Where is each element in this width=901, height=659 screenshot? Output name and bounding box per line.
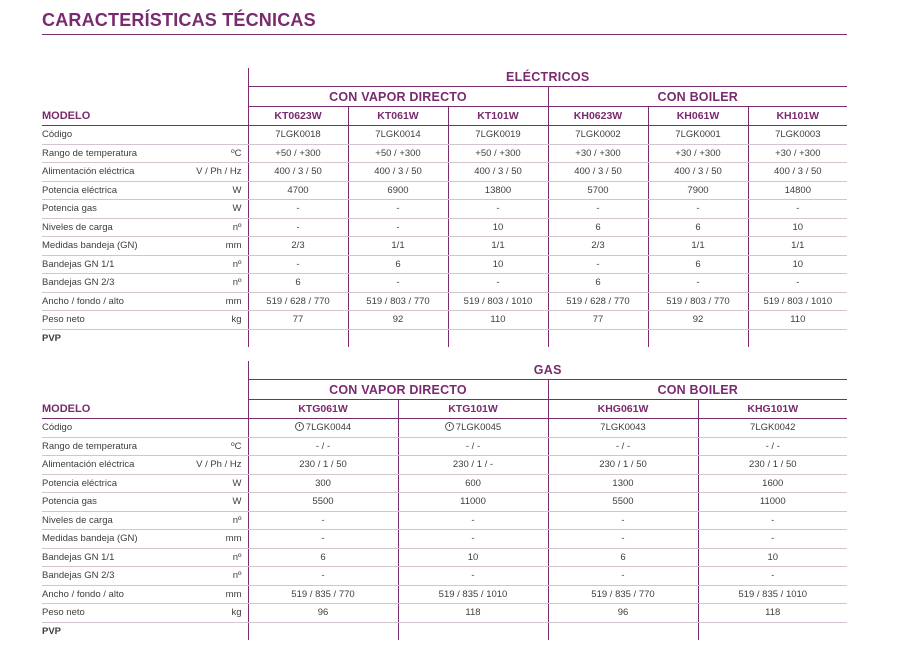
table-cell: 519 / 803 / 770	[648, 292, 748, 311]
row-unit: mm	[192, 292, 248, 311]
model-name: KTG061W	[248, 400, 398, 419]
table-cell: +50 / +300	[448, 144, 548, 163]
table-cell: 118	[398, 604, 548, 623]
row-label: Potencia gas	[42, 493, 192, 512]
row-label: Ancho / fondo / alto	[42, 585, 192, 604]
table-cell: 300	[248, 474, 398, 493]
group-header-gas: GAS	[248, 361, 847, 380]
subheader-con-boiler: CON BOILER	[548, 87, 847, 107]
table-cell: 10	[748, 218, 847, 237]
table-cell: 7LGK0002	[548, 126, 648, 145]
table-cell: -	[648, 274, 748, 293]
row-label: Medidas bandeja (GN)	[42, 530, 192, 549]
table-cell: -	[748, 200, 847, 219]
table-row	[42, 126, 847, 145]
table-cell: -	[548, 511, 698, 530]
table-row	[42, 274, 847, 293]
gas-spec-table	[42, 361, 847, 640]
table-cell: 77	[248, 311, 348, 330]
table-row	[42, 585, 847, 604]
table-cell: 7900	[648, 181, 748, 200]
table-cell: 10	[448, 255, 548, 274]
table-cell: -	[698, 511, 847, 530]
table-cell: -	[348, 274, 448, 293]
table-cell: 400 / 3 / 50	[448, 163, 548, 182]
table-cell: 6	[548, 218, 648, 237]
table-cell	[548, 329, 648, 347]
model-label: MODELO	[42, 400, 192, 419]
code-cell: 7LGK0042	[698, 419, 847, 438]
table-cell: 6	[648, 255, 748, 274]
table-cell: -	[548, 200, 648, 219]
table-cell: -	[448, 200, 548, 219]
row-label: Rango de temperatura	[42, 144, 192, 163]
row-unit: W	[192, 181, 248, 200]
table-cell: 6	[548, 548, 698, 567]
table-cell: 1300	[548, 474, 698, 493]
table-cell: -	[698, 567, 847, 586]
table-cell	[248, 329, 348, 347]
table-row	[42, 622, 847, 640]
table-row	[42, 604, 847, 623]
clock-icon	[295, 422, 304, 431]
model-name: KTG101W	[398, 400, 548, 419]
title-divider	[42, 34, 847, 35]
row-label: Medidas bandeja (GN)	[42, 237, 192, 256]
row-unit: V / Ph / Hz	[192, 456, 248, 475]
table-cell: 519 / 803 / 770	[348, 292, 448, 311]
table-cell: -	[548, 255, 648, 274]
model-name: KHG061W	[548, 400, 698, 419]
table-cell: 11000	[698, 493, 847, 512]
table-cell: 77	[548, 311, 648, 330]
table-cell: 7LGK0001	[648, 126, 748, 145]
model-name: KT061W	[348, 107, 448, 126]
row-unit	[192, 622, 248, 640]
table-cell: 400 / 3 / 50	[548, 163, 648, 182]
table-cell: -	[748, 274, 847, 293]
table-cell: -	[548, 530, 698, 549]
row-label: PVP	[42, 625, 62, 637]
model-name: KT0623W	[248, 107, 348, 126]
table-cell: 6900	[348, 181, 448, 200]
table-cell: 400 / 3 / 50	[348, 163, 448, 182]
table-cell: -	[248, 530, 398, 549]
model-name: KH0623W	[548, 107, 648, 126]
model-name: KH101W	[748, 107, 847, 126]
row-label: PVP	[42, 332, 62, 344]
table-cell: -	[398, 567, 548, 586]
table-cell: -	[648, 200, 748, 219]
row-unit: nº	[192, 218, 248, 237]
table-row	[42, 548, 847, 567]
table-cell: 110	[448, 311, 548, 330]
table-row	[42, 163, 847, 182]
table-cell: -	[248, 218, 348, 237]
table-cell	[698, 622, 847, 640]
table-cell: +30 / +300	[548, 144, 648, 163]
table-cell: - / -	[698, 437, 847, 456]
row-label: Alimentación eléctrica	[42, 456, 192, 475]
table-row	[42, 311, 847, 330]
table-cell: -	[448, 274, 548, 293]
table-cell: 519 / 835 / 770	[548, 585, 698, 604]
table-cell: 92	[648, 311, 748, 330]
table-cell: 400 / 3 / 50	[248, 163, 348, 182]
table-cell: -	[398, 511, 548, 530]
table-cell: 519 / 835 / 1010	[698, 585, 847, 604]
table-cell: -	[348, 218, 448, 237]
table-cell: 4700	[248, 181, 348, 200]
table-cell: 6	[248, 548, 398, 567]
table-cell: 6	[248, 274, 348, 293]
code-cell: 7LGK0044	[248, 419, 398, 438]
row-unit	[192, 126, 248, 145]
table-cell: -	[248, 511, 398, 530]
table-row	[42, 437, 847, 456]
row-unit: V / Ph / Hz	[192, 163, 248, 182]
subheader-con-vapor-directo: CON VAPOR DIRECTO	[248, 380, 548, 400]
row-unit: kg	[192, 604, 248, 623]
table-row	[42, 567, 847, 586]
table-cell: 6	[648, 218, 748, 237]
table-cell: 230 / 1 / 50	[698, 456, 847, 475]
table-cell: 96	[248, 604, 398, 623]
table-cell: 1600	[698, 474, 847, 493]
table-row	[42, 292, 847, 311]
table-cell	[348, 329, 448, 347]
table-cell: 230 / 1 / -	[398, 456, 548, 475]
table-cell: 7LGK0018	[248, 126, 348, 145]
code-cell: 7LGK0043	[548, 419, 698, 438]
table-cell: 600	[398, 474, 548, 493]
table-cell: 7LGK0003	[748, 126, 847, 145]
table-cell: -	[248, 255, 348, 274]
table-cell: -	[698, 530, 847, 549]
row-unit: nº	[192, 548, 248, 567]
row-label: Bandejas GN 1/1	[42, 548, 192, 567]
model-label: MODELO	[42, 107, 192, 126]
row-unit	[192, 329, 248, 347]
table-cell: - / -	[548, 437, 698, 456]
table-cell: +30 / +300	[748, 144, 847, 163]
page-title: CARACTERÍSTICAS TÉCNICAS	[42, 10, 316, 30]
row-unit: mm	[192, 585, 248, 604]
row-label: Niveles de carga	[42, 511, 192, 530]
table-row	[42, 237, 847, 256]
table-cell: 2/3	[248, 237, 348, 256]
group-header-electricos: ELÉCTRICOS	[248, 68, 847, 87]
row-label: Potencia eléctrica	[42, 181, 192, 200]
table-cell: +50 / +300	[248, 144, 348, 163]
table-cell: 519 / 628 / 770	[248, 292, 348, 311]
table-cell: -	[348, 200, 448, 219]
table-cell	[648, 329, 748, 347]
table-cell: - / -	[248, 437, 398, 456]
row-unit: mm	[192, 530, 248, 549]
model-name: KHG101W	[698, 400, 847, 419]
table-cell: 5700	[548, 181, 648, 200]
table-cell: +50 / +300	[348, 144, 448, 163]
table-cell: -	[398, 530, 548, 549]
row-unit: nº	[192, 255, 248, 274]
table-cell: 400 / 3 / 50	[748, 163, 847, 182]
table-cell: 7LGK0019	[448, 126, 548, 145]
table-cell: 230 / 1 / 50	[248, 456, 398, 475]
row-label: Bandejas GN 2/3	[42, 274, 192, 293]
table-cell: 1/1	[648, 237, 748, 256]
row-label: Rango de temperatura	[42, 437, 192, 456]
table-row	[42, 530, 847, 549]
table-cell: 96	[548, 604, 698, 623]
row-label: Peso neto	[42, 604, 192, 623]
table-row	[42, 144, 847, 163]
table-cell	[548, 622, 698, 640]
table-cell: 5500	[248, 493, 398, 512]
row-label: Código	[42, 126, 192, 145]
table-cell: 7LGK0014	[348, 126, 448, 145]
table-row	[42, 218, 847, 237]
row-label: Potencia eléctrica	[42, 474, 192, 493]
row-unit: ºC	[192, 144, 248, 163]
table-cell: 519 / 835 / 1010	[398, 585, 548, 604]
row-unit: mm	[192, 237, 248, 256]
table-cell: - / -	[398, 437, 548, 456]
table-row	[42, 511, 847, 530]
row-unit: kg	[192, 311, 248, 330]
row-unit: W	[192, 474, 248, 493]
table-cell: 519 / 835 / 770	[248, 585, 398, 604]
table-cell: -	[248, 567, 398, 586]
table-cell: 519 / 803 / 1010	[748, 292, 847, 311]
row-unit: nº	[192, 274, 248, 293]
table-cell: -	[248, 200, 348, 219]
table-cell: 11000	[398, 493, 548, 512]
table-row	[42, 474, 847, 493]
table-cell: 10	[448, 218, 548, 237]
table-cell: -	[548, 567, 698, 586]
row-unit: W	[192, 493, 248, 512]
model-name: KH061W	[648, 107, 748, 126]
table-cell: 13800	[448, 181, 548, 200]
subheader-con-boiler: CON BOILER	[548, 380, 847, 400]
table-cell	[448, 329, 548, 347]
table-cell	[748, 329, 847, 347]
row-label: Bandejas GN 2/3	[42, 567, 192, 586]
table-cell: 230 / 1 / 50	[548, 456, 698, 475]
table-cell: 1/1	[348, 237, 448, 256]
row-label: Peso neto	[42, 311, 192, 330]
table-cell: 92	[348, 311, 448, 330]
row-label: Potencia gas	[42, 200, 192, 219]
table-cell: 10	[698, 548, 847, 567]
table-cell: 6	[548, 274, 648, 293]
row-label: Ancho / fondo / alto	[42, 292, 192, 311]
row-label: Código	[42, 419, 192, 438]
table-row	[42, 493, 847, 512]
table-cell: 1/1	[448, 237, 548, 256]
table-cell: 1/1	[748, 237, 847, 256]
row-unit: ºC	[192, 437, 248, 456]
table-cell: 519 / 628 / 770	[548, 292, 648, 311]
code-cell: 7LGK0045	[398, 419, 548, 438]
table-cell: 110	[748, 311, 847, 330]
row-unit: nº	[192, 567, 248, 586]
table-cell: 118	[698, 604, 847, 623]
model-name: KT101W	[448, 107, 548, 126]
table-row	[42, 200, 847, 219]
electric-spec-table	[42, 68, 847, 347]
row-label: Niveles de carga	[42, 218, 192, 237]
table-cell: 6	[348, 255, 448, 274]
table-row	[42, 181, 847, 200]
table-cell	[398, 622, 548, 640]
table-cell	[248, 622, 398, 640]
table-cell: 2/3	[548, 237, 648, 256]
table-cell: 400 / 3 / 50	[648, 163, 748, 182]
table-cell: +30 / +300	[648, 144, 748, 163]
table-row	[42, 329, 847, 347]
table-cell: 10	[398, 548, 548, 567]
clock-icon	[445, 422, 454, 431]
subheader-con-vapor-directo: CON VAPOR DIRECTO	[248, 87, 548, 107]
table-cell: 14800	[748, 181, 847, 200]
row-unit: W	[192, 200, 248, 219]
table-row	[42, 255, 847, 274]
table-cell: 10	[748, 255, 847, 274]
table-cell: 519 / 803 / 1010	[448, 292, 548, 311]
row-label: Bandejas GN 1/1	[42, 255, 192, 274]
row-label: Alimentación eléctrica	[42, 163, 192, 182]
row-unit: nº	[192, 511, 248, 530]
table-cell: 5500	[548, 493, 698, 512]
table-row	[42, 456, 847, 475]
